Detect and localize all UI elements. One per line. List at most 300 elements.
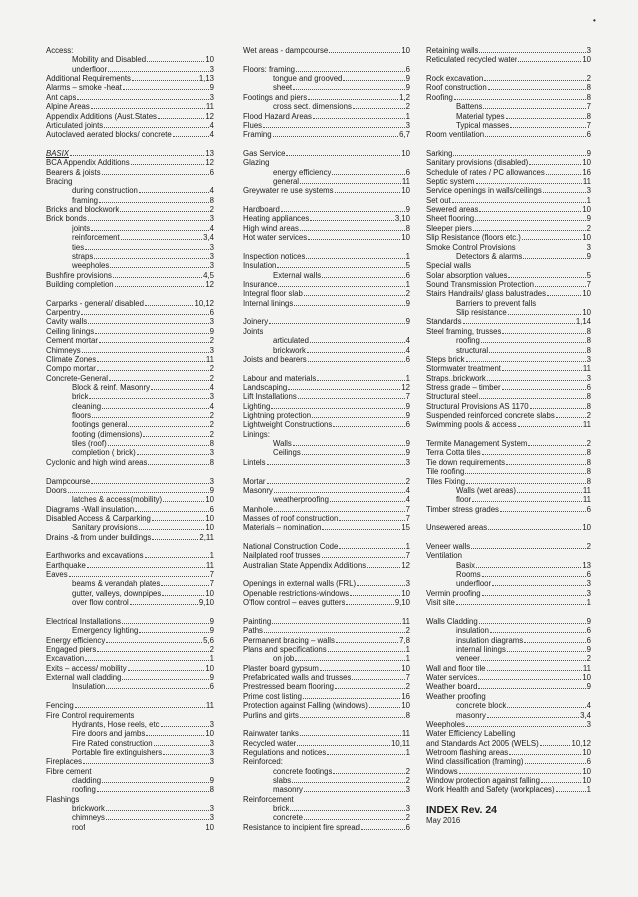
index-entry [426, 682, 591, 691]
page-number: 2 [405, 766, 410, 776]
dot-leader [91, 230, 208, 231]
index-entry [243, 102, 410, 111]
dot-leader [137, 454, 209, 455]
entry-label: Walls [273, 439, 292, 449]
index-entry [46, 168, 214, 177]
index-entry [426, 542, 591, 551]
index-entry [426, 233, 591, 242]
dot-leader [479, 623, 586, 624]
page-number: 9 [405, 298, 410, 308]
index-entry [426, 271, 591, 280]
entry-label: Prefabricated walls and trusses [243, 673, 352, 683]
entry-label: Sanitary provisions [72, 523, 138, 533]
dot-leader [263, 127, 405, 128]
dot-leader [361, 829, 405, 830]
page-number: 9 [586, 616, 591, 626]
entry-label: sheet [273, 83, 293, 93]
dot-leader [308, 239, 400, 240]
index-entry [46, 158, 214, 167]
spacer [243, 570, 410, 579]
page-number: 3 [209, 476, 214, 486]
entry-label: Protection against Falling (windows) [243, 701, 368, 711]
page-number: 3 [209, 214, 214, 224]
page-number: 1,2 [399, 92, 410, 102]
index-entry [243, 748, 410, 757]
entry-label: Weather board [426, 682, 478, 692]
dot-leader [122, 679, 208, 680]
index-entry [243, 121, 410, 130]
entry-label: Service openings in walls/ceilings [426, 186, 542, 196]
page-number: 6 [405, 420, 410, 430]
page-number: 3,10 [394, 214, 410, 224]
entry-label: BASIX [46, 148, 69, 158]
dot-leader [490, 632, 586, 633]
dot-leader [312, 417, 405, 418]
entry-label: underfloor [72, 64, 108, 74]
entry-label: Tiles Fixing [426, 476, 466, 486]
page-number: 2 [586, 411, 591, 421]
entry-label: Stress grade – timber [426, 382, 501, 392]
page-number: 3 [209, 804, 214, 814]
index-entry [46, 383, 214, 392]
dot-leader [508, 314, 582, 315]
index-entry [426, 523, 591, 532]
dot-leader [300, 230, 405, 231]
index-entry [243, 271, 410, 280]
index-column-3 [426, 46, 591, 825]
entry-label: Footings and piers [243, 92, 308, 102]
page-number: 8 [209, 785, 214, 795]
index-entry [426, 420, 591, 429]
index-entry [46, 505, 214, 514]
dot-leader [329, 52, 400, 53]
page-number: 10 [401, 148, 410, 158]
entry-label: Mortar [243, 476, 266, 486]
index-entry [46, 336, 214, 345]
page-number: 9 [586, 148, 591, 158]
entry-label: Lintels [243, 457, 266, 467]
index-entry [46, 93, 214, 102]
entry-label: masonry [273, 785, 303, 795]
dot-leader [481, 342, 586, 343]
entry-label: masonry [456, 710, 486, 720]
page-number: 4 [405, 495, 410, 505]
entry-label: tongue and grooved [273, 74, 343, 84]
spacer [243, 308, 410, 317]
index-entry [243, 374, 410, 383]
dot-leader [91, 108, 205, 109]
index-entry [46, 112, 214, 121]
index-entry [426, 177, 591, 186]
page-number: 2 [586, 223, 591, 233]
dot-leader [108, 71, 209, 72]
index-entry [46, 823, 214, 832]
page-number: 11 [582, 420, 591, 430]
entry-label: Access: [46, 46, 74, 55]
page-number: 10 [401, 46, 410, 55]
page-number: 3 [209, 242, 214, 252]
dot-leader [335, 192, 401, 193]
index-entry [243, 795, 410, 804]
page-number: 10 [582, 776, 591, 786]
entry-label: Terra Cotta tiles [426, 448, 481, 458]
page-number: 10 [401, 233, 410, 243]
entry-label: articulated [273, 336, 309, 346]
dot-leader [339, 520, 404, 521]
index-entry [243, 757, 410, 766]
entry-label: Masonry [243, 485, 273, 495]
spacer [46, 467, 214, 476]
entry-label: Diagrams -Wall insulation [46, 504, 135, 514]
page-number: 2 [209, 429, 214, 439]
spacer [426, 140, 591, 149]
dot-leader [488, 89, 586, 90]
page-number: 3,4 [203, 233, 214, 243]
index-entry [426, 561, 591, 570]
page-number: 3 [405, 804, 410, 814]
dot-leader [302, 454, 405, 455]
entry-label: Fire Control requirements [46, 710, 135, 720]
entry-label: Termite Management System [426, 439, 528, 449]
dot-leader [308, 361, 405, 362]
entry-label: Window protection against falling [426, 776, 540, 786]
page-number: 1 [586, 598, 591, 608]
dot-leader [478, 679, 581, 680]
index-entry [243, 46, 410, 55]
entry-label: floor [456, 495, 472, 505]
index-entry [243, 495, 410, 504]
entry-label: Bushfire provisions [46, 270, 112, 280]
spacer [46, 692, 214, 701]
dot-leader [293, 445, 405, 446]
entry-label: Sleeper piers [426, 223, 472, 233]
page-number: 3 [586, 186, 591, 196]
page-number: 13 [582, 560, 591, 570]
index-entry [426, 317, 591, 326]
index-entry [243, 233, 410, 242]
entry-label: Heating appliances [243, 214, 310, 224]
index-entry [426, 645, 591, 654]
page-number: 2,11 [199, 532, 214, 542]
entry-label: Slip Resistance (floors etc.) [426, 233, 521, 243]
entry-label: External wall cladding [46, 673, 122, 683]
page-number: 5 [586, 270, 591, 280]
page-number: 7 [405, 673, 410, 683]
index-entry [243, 383, 410, 392]
entry-label: Wet areas - dampcourse [243, 46, 329, 55]
index-entry [46, 83, 214, 92]
index-entry [46, 579, 214, 588]
entry-label: Vermin proofing [426, 588, 481, 598]
dot-leader [292, 782, 404, 783]
page-number: 2 [586, 74, 591, 84]
page-number: 13 [205, 148, 214, 158]
index-entry [243, 317, 410, 326]
dot-leader [487, 670, 582, 671]
entry-label: Ceilings [273, 448, 301, 458]
entry-label: Insurance [243, 279, 278, 289]
entry-label: Flashings [46, 794, 80, 804]
entry-label: Water services [426, 673, 478, 683]
page-number: 3,4 [580, 710, 591, 720]
index-entry [46, 55, 214, 64]
entry-label: Internal linings [243, 298, 294, 308]
entry-label: Earthworks and excavations [46, 551, 144, 561]
entry-label: Sheet flooring [426, 214, 475, 224]
dot-leader [83, 763, 209, 764]
page-number: 9 [209, 776, 214, 786]
page-number: 4 [405, 485, 410, 495]
dot-leader [95, 333, 209, 334]
entry-label: Block & reinf. Masonry [72, 382, 150, 392]
dot-leader [352, 679, 404, 680]
dot-leader [281, 211, 405, 212]
dot-leader [274, 511, 405, 512]
entry-label: Articulated joints [46, 120, 104, 130]
index-entry [426, 299, 591, 308]
page-number: 6 [586, 570, 591, 580]
entry-label: Hot water services [243, 233, 308, 243]
index-entry [243, 205, 410, 214]
dot-leader [68, 492, 209, 493]
page-number: 6 [405, 64, 410, 74]
index-entry [46, 130, 214, 139]
index-entry [243, 289, 410, 298]
entry-label: Windows [426, 766, 458, 776]
index-entry [243, 280, 410, 289]
index-entry [46, 205, 214, 214]
dot-leader [297, 745, 390, 746]
page-number: 12 [401, 382, 410, 392]
index-entry [46, 477, 214, 486]
index-entry [243, 785, 410, 794]
entry-label: Lightweight Constructions [243, 420, 333, 430]
page-number: 1 [209, 654, 214, 664]
dot-leader [346, 604, 393, 605]
entry-label: Autoclaved aerated blocks/ concrete [46, 130, 172, 140]
spacer [243, 243, 410, 252]
entry-label: Veneer walls [426, 542, 471, 552]
page-number: 2 [405, 476, 410, 486]
dot-leader [304, 791, 405, 792]
entry-label: Recycled water [243, 738, 297, 748]
dot-leader [163, 501, 204, 502]
dot-leader [163, 754, 209, 755]
index-entry [243, 523, 410, 532]
page-number: 1 [405, 542, 410, 552]
page-number: 3 [405, 457, 410, 467]
page-number: 10 [401, 588, 410, 598]
index-entry [243, 486, 410, 495]
entry-label: Energy efficiency [46, 635, 106, 645]
page-number: 4 [209, 223, 214, 233]
spacer [243, 533, 410, 542]
spacer [426, 65, 591, 74]
entry-label: over flow control [72, 598, 129, 608]
dot-leader [131, 164, 205, 165]
entry-label: Special walls [426, 261, 472, 271]
index-entry [243, 729, 410, 738]
entry-label: insulation [456, 626, 489, 636]
entry-label: Permanent bracing – walls [243, 635, 335, 645]
entry-label: Weather proofing [426, 691, 486, 701]
index-entry [426, 551, 591, 560]
entry-label: Flood Hazard Areas [243, 111, 312, 121]
index-entry [46, 411, 214, 420]
index-entry [46, 317, 214, 326]
page-number: 3 [586, 719, 591, 729]
index-entry [426, 168, 591, 177]
entry-label: Additional Requirements [46, 74, 131, 84]
index-entry [426, 654, 591, 663]
index-entry [46, 813, 214, 822]
dot-leader [94, 258, 208, 259]
entry-label: internal linings [456, 645, 506, 654]
entry-label: Portable fire extinguishers [72, 747, 163, 757]
index-entry [426, 579, 591, 588]
entry-label: Linings: [243, 429, 270, 439]
entry-label: Rainwater tanks [243, 729, 299, 739]
dot-leader [82, 352, 209, 353]
entry-label: structural [456, 345, 489, 355]
entry-label: Alarms – smoke -heat [46, 83, 122, 93]
page-number: 7 [209, 579, 214, 589]
dot-leader [492, 585, 586, 586]
dot-leader [466, 483, 586, 484]
index-entry [46, 486, 214, 495]
index-entry [243, 692, 410, 701]
index-entry [46, 308, 214, 317]
entry-label: Ceiling linings [46, 326, 95, 336]
page-number: 3 [209, 747, 214, 757]
page-number: 1,13 [198, 74, 214, 84]
dot-leader [500, 511, 586, 512]
entry-label: Roof construction [426, 83, 487, 93]
entry-label: underfloor [456, 579, 492, 589]
entry-label: Steps brick [426, 354, 465, 364]
entry-label: and Standards Act 2005 (WELS) [426, 738, 539, 748]
entry-label: Plaster board gypsum [243, 663, 319, 673]
entry-label: beams & verandah plates [72, 579, 161, 589]
page-number: 8 [405, 710, 410, 720]
page-number: 4 [209, 401, 214, 411]
entry-label: during construction [72, 186, 138, 196]
dot-leader [264, 632, 405, 633]
entry-label: Basix [456, 560, 476, 570]
index-entry [46, 636, 214, 645]
dot-leader [106, 688, 208, 689]
dot-leader [509, 754, 581, 755]
dot-leader [99, 342, 209, 343]
index-entry [46, 196, 214, 205]
page-number: 1 [405, 747, 410, 757]
entry-label: Floors: framing [243, 64, 295, 74]
dot-leader [269, 323, 405, 324]
entry-label: energy efficiency [273, 167, 332, 177]
index-entry [426, 739, 591, 748]
dot-leader [453, 155, 585, 156]
entry-label: Battens [456, 102, 483, 112]
index-entry [46, 748, 214, 757]
dot-leader [452, 202, 586, 203]
index-entry [243, 626, 410, 635]
index-entry [426, 383, 591, 392]
dot-leader [466, 726, 586, 727]
dot-leader [529, 164, 581, 165]
index-entry [243, 711, 410, 720]
page-number: 9,10 [394, 598, 410, 608]
index-entry [46, 458, 214, 467]
dot-leader [300, 717, 405, 718]
dot-leader [108, 445, 209, 446]
page-number: 4 [405, 336, 410, 346]
entry-label: slabs [273, 776, 292, 786]
index-entry [426, 785, 591, 794]
page-number: 6 [405, 167, 410, 177]
page-number: 8 [586, 345, 591, 355]
index-entry [426, 392, 591, 401]
entry-label: Retaining walls [426, 46, 479, 55]
page-number: 1,14 [575, 317, 591, 327]
index-entry [243, 327, 410, 336]
index-entry [46, 551, 214, 560]
dot-leader [327, 754, 404, 755]
page-number: 10 [401, 663, 410, 673]
index-entry [243, 448, 410, 457]
corner-mark: • [593, 16, 596, 25]
page-number: 5,6 [203, 635, 214, 645]
page-number: 11 [401, 177, 410, 187]
index-entry [426, 121, 591, 130]
index-entry [46, 645, 214, 654]
index-entry [46, 523, 214, 532]
dot-leader [481, 660, 586, 661]
page-number: 1 [405, 373, 410, 383]
page-number: 9 [405, 401, 410, 411]
dot-leader [154, 745, 209, 746]
entry-label: Sanitary provisions (disabled) [426, 158, 529, 168]
spacer [243, 608, 410, 617]
index-entry [426, 458, 591, 467]
page-number: 10,12 [194, 298, 214, 308]
index-entry [426, 308, 591, 317]
page-number: 2 [586, 542, 591, 552]
index-entry [243, 551, 410, 560]
entry-label: INDEX Rev. 24 [426, 804, 498, 817]
index-entry [46, 74, 214, 83]
dot-leader [343, 80, 404, 81]
page-number: 11 [205, 354, 214, 364]
index-entry [426, 112, 591, 121]
dot-leader [482, 576, 586, 577]
index-entry [426, 46, 591, 55]
spacer [243, 196, 410, 205]
index-entry [46, 364, 214, 373]
dot-leader [106, 819, 209, 820]
page-number: 2 [405, 682, 410, 692]
entry-label: Nailplated roof trusses [243, 551, 321, 561]
dot-leader [87, 567, 205, 568]
index-entry [243, 168, 410, 177]
page-number: 8 [586, 467, 591, 477]
page-number: 11 [582, 364, 591, 374]
entry-label: latches & access(mobility) [72, 495, 163, 505]
page-number: 2 [209, 645, 214, 654]
entry-label: tiles (roof) [72, 439, 107, 449]
dot-leader [489, 352, 586, 353]
dot-leader [102, 782, 209, 783]
index-entry [426, 448, 591, 457]
